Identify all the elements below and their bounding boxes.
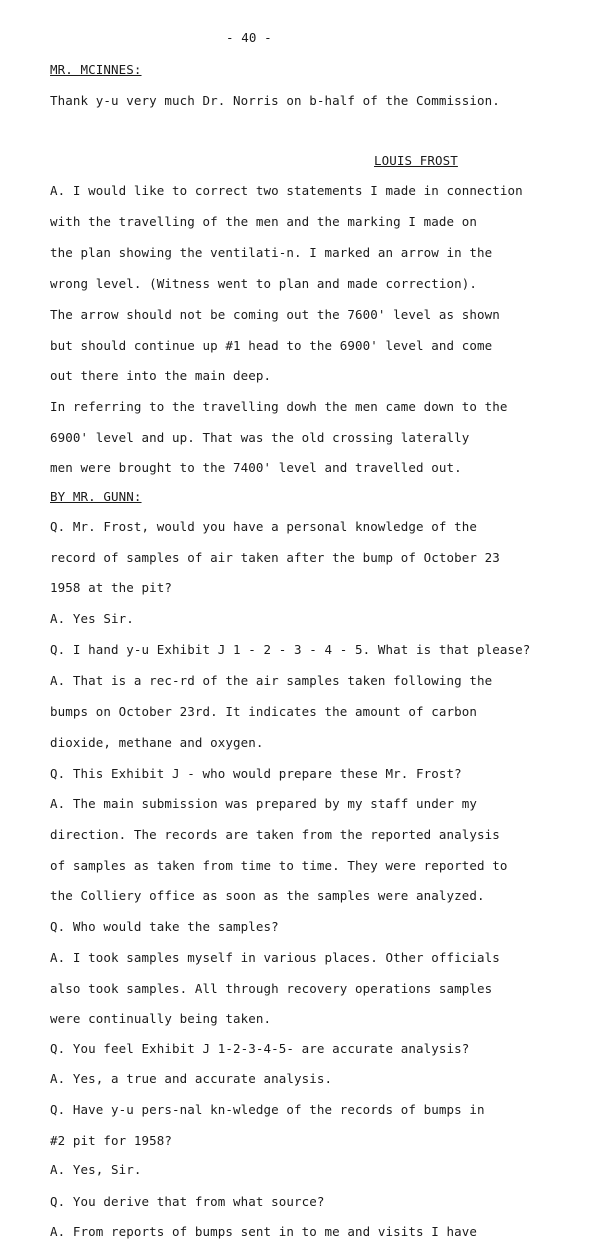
transcript-line: direction. The records are taken from the reported analysis bbox=[50, 827, 500, 842]
transcript-line: out there into the main deep. bbox=[50, 368, 272, 383]
transcript-line: A. That is a rec-rd of the air samples taken following the bbox=[50, 673, 493, 688]
transcript-line: Q. I hand y-u Exhibit J 1 - 2 - 3 - 4 - 5. What is that please? bbox=[50, 642, 531, 657]
section-heading: MR. MCINNES: bbox=[50, 62, 142, 77]
transcript-line: A. The main submission was prepared by my staff under my bbox=[50, 796, 478, 811]
section-heading: BY MR. GUNN: bbox=[50, 489, 142, 504]
transcript-line: bumps on October 23rd. It indicates the amount of carbon bbox=[50, 704, 478, 719]
transcript-line: In referring to the travelling dowh the men came down to the bbox=[50, 399, 508, 414]
transcript-line: also took samples. All through recovery operations samples bbox=[50, 981, 493, 996]
transcript-line: Q. Have y-u pers-nal kn-wledge of the records of bumps in bbox=[50, 1102, 485, 1117]
transcript-line: Q. This Exhibit J - who would prepare these Mr. Frost? bbox=[50, 766, 462, 781]
section-heading: LOUIS FROST bbox=[374, 153, 458, 168]
transcript-line: A. From reports of bumps sent in to me and visits I have bbox=[50, 1224, 478, 1239]
transcript-line: 6900' level and up. That was the old crossing laterally bbox=[50, 430, 470, 445]
transcript-line: Thank y-u very much Dr. Norris on b-half of the Commission. bbox=[50, 93, 500, 108]
transcript-line: A. Yes Sir. bbox=[50, 611, 134, 626]
transcript-line: wrong level. (Witness went to plan and made correction). bbox=[50, 276, 478, 291]
transcript-line: but should continue up #1 head to the 6900' level and come bbox=[50, 338, 493, 353]
transcript-line: Q. Who would take the samples? bbox=[50, 919, 279, 934]
transcript-line: dioxide, methane and oxygen. bbox=[50, 735, 264, 750]
transcript-line: the Colliery office as soon as the samples were analyzed. bbox=[50, 888, 485, 903]
transcript-line: 1958 at the pit? bbox=[50, 580, 173, 595]
transcript-line: were continually being taken. bbox=[50, 1011, 272, 1026]
transcript-line: A. I would like to correct two statements I made in connection bbox=[50, 183, 523, 198]
page-number: - 40 - bbox=[226, 30, 272, 45]
transcript-line: the plan showing the ventilati-n. I marked an arrow in the bbox=[50, 245, 493, 260]
transcript-line: men were brought to the 7400' level and travelled out. bbox=[50, 460, 462, 475]
transcript-line: A. I took samples myself in various places. Other officials bbox=[50, 950, 500, 965]
transcript-line: The arrow should not be coming out the 7600' level as shown bbox=[50, 307, 500, 322]
transcript-line: Q. You derive that from what source? bbox=[50, 1194, 325, 1209]
transcript-line: A. Yes, Sir. bbox=[50, 1162, 142, 1177]
transcript-line: Q. Mr. Frost, would you have a personal knowledge of the bbox=[50, 519, 478, 534]
transcript-line: with the travelling of the men and the marking I made on bbox=[50, 214, 478, 229]
transcript-line: record of samples of air taken after the bump of October 23 bbox=[50, 550, 500, 565]
transcript-line: #2 pit for 1958? bbox=[50, 1133, 173, 1148]
transcript-line: A. Yes, a true and accurate analysis. bbox=[50, 1071, 333, 1086]
transcript-line: Q. You feel Exhibit J 1-2-3-4-5- are accurate analysis? bbox=[50, 1041, 470, 1056]
transcript-line: of samples as taken from time to time. They were reported to bbox=[50, 858, 508, 873]
